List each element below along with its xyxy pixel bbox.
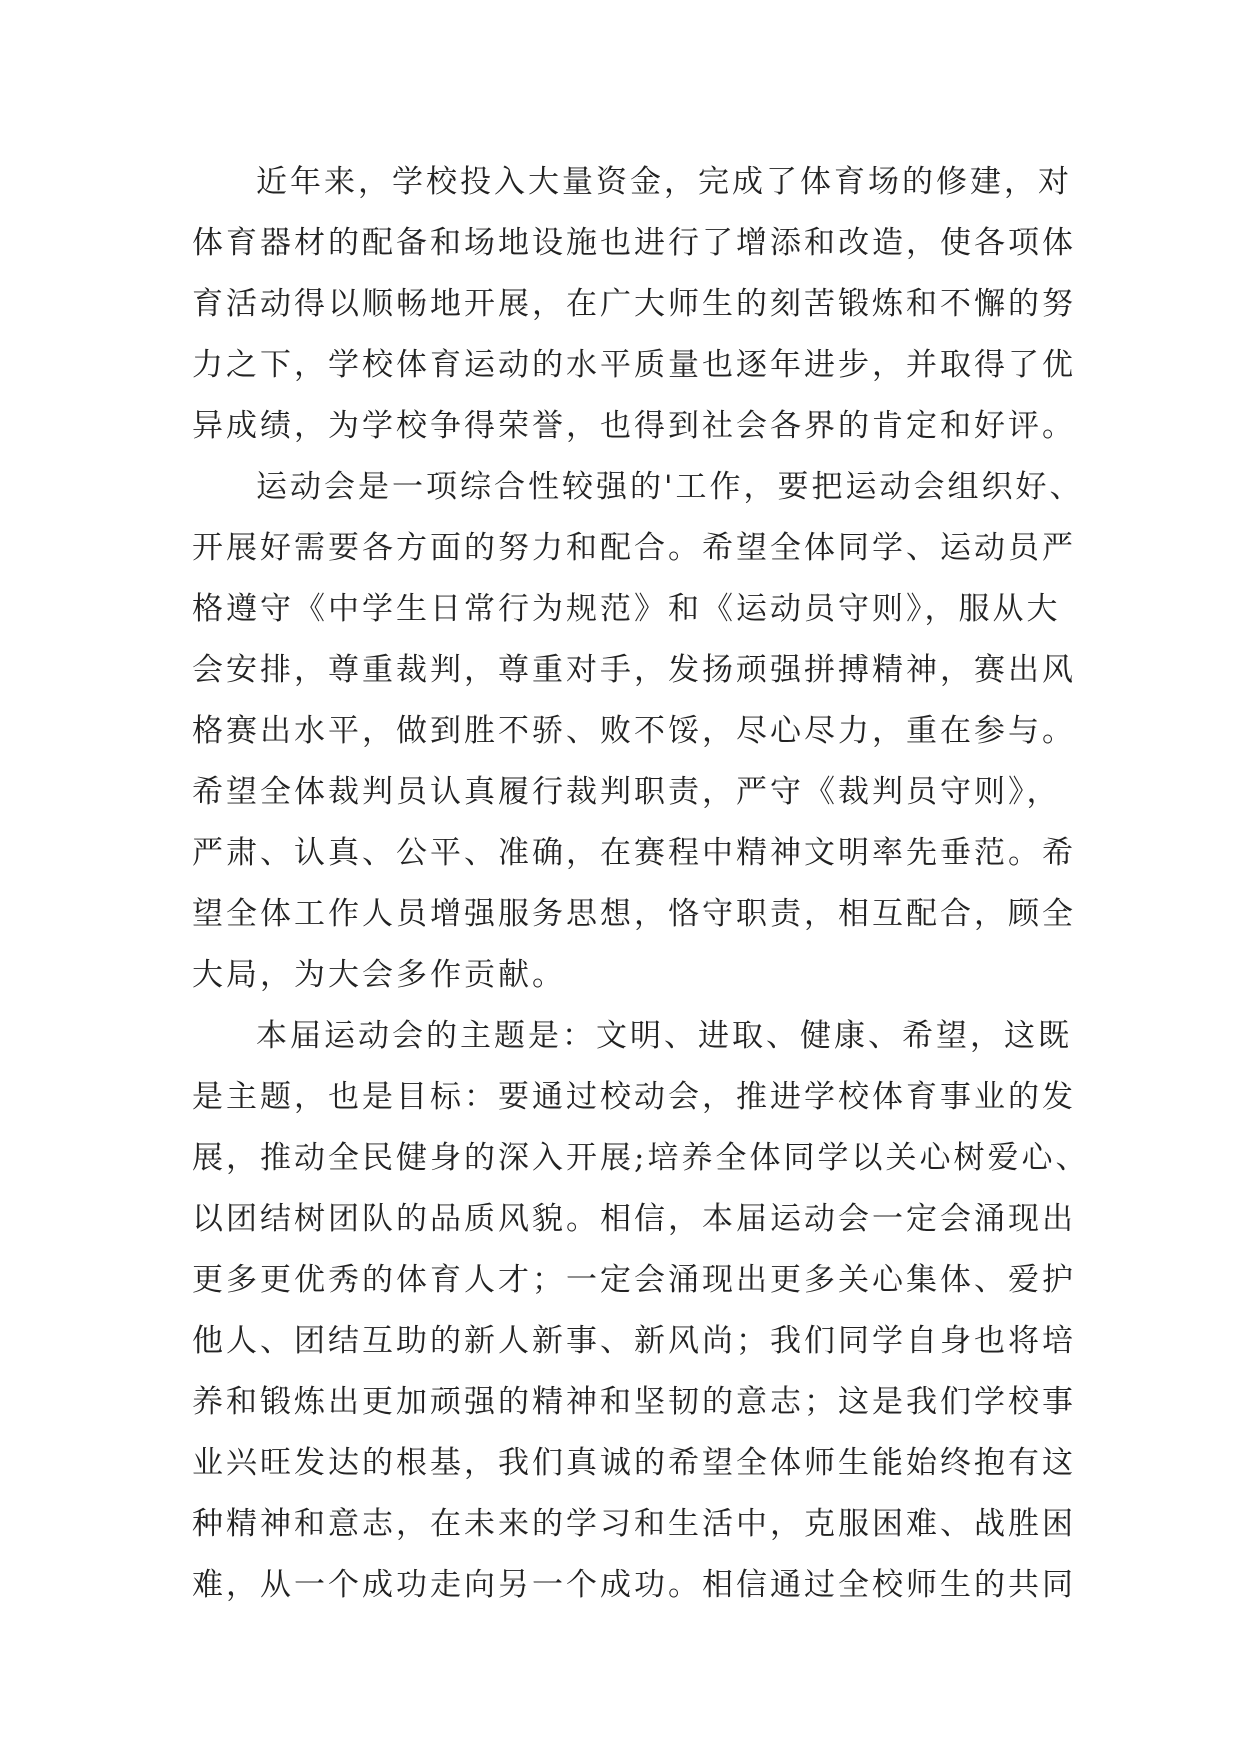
paragraph-2-line-9: 大局，为大会多作贡献。 xyxy=(192,957,566,993)
paragraph-2-line-6: 希望全体裁判员认真履行裁判职责，严守《裁判员守则》， xyxy=(192,774,1061,810)
paragraph-2-line-8: 望全体工作人员增强服务思想，恪守职责，相互配合，顾全 xyxy=(192,896,1076,932)
paragraph-3-line-7: 养和锻炼出更加顽强的精神和坚韧的意志；这是我们学校事 xyxy=(192,1384,1076,1420)
body-text xyxy=(192,152,1090,1616)
paragraph-1-line-1: 近年来，学校投入大量资金，完成了体育场的修建，对 xyxy=(256,164,1072,200)
paragraph-2-line-1: 运动会是一项综合性较强的'工作，要把运动会组织好、 xyxy=(256,469,1084,505)
paragraph-2-line-4: 会安排，尊重裁判，尊重对手，发扬顽强拼搏精神，赛出风 xyxy=(192,652,1076,688)
paragraph-2-line-3: 格遵守《中学生日常行为规范》和《运动员守则》，服从大 xyxy=(192,591,1061,627)
paragraph-2-line-2: 开展好需要各方面的努力和配合。希望全体同学、运动员严 xyxy=(192,530,1076,566)
paragraph-3-line-3: 展，推动全民健身的深入开展;培养全体同学以关心树爱心、 xyxy=(192,1140,1090,1176)
paragraph-3-line-10: 难，从一个成功走向另一个成功。相信通过全校师生的共同 xyxy=(192,1567,1076,1603)
paragraph-3-line-4: 以团结树团队的品质风貌。相信，本届运动会一定会涌现出 xyxy=(192,1201,1076,1237)
paragraph-3-line-1: 本届运动会的主题是：文明、进取、健康、希望，这既 xyxy=(256,1018,1072,1054)
paragraph-1-line-2: 体育器材的配备和场地设施也进行了增添和改造，使各项体 xyxy=(192,225,1076,261)
paragraph-3-line-2: 是主题，也是目标：要通过校动会，推进学校体育事业的发 xyxy=(192,1079,1076,1115)
paragraph-1-line-5: 异成绩，为学校争得荣誉，也得到社会各界的肯定和好评。 xyxy=(192,408,1076,444)
paragraph-1-line-3: 育活动得以顺畅地开展，在广大师生的刻苦锻炼和不懈的努 xyxy=(192,286,1076,322)
paragraph-2-line-5: 格赛出水平，做到胜不骄、败不馁，尽心尽力，重在参与。 xyxy=(192,713,1076,749)
paragraph-1-line-4: 力之下，学校体育运动的水平质量也逐年进步，并取得了优 xyxy=(192,347,1076,383)
paragraph-2-line-7: 严肃、认真、公平、准确，在赛程中精神文明率先垂范。希 xyxy=(192,835,1076,871)
paragraph-3-line-5: 更多更优秀的体育人才；一定会涌现出更多关心集体、爱护 xyxy=(192,1262,1076,1298)
paragraph-3-line-8: 业兴旺发达的根基，我们真诚的希望全体师生能始终抱有这 xyxy=(192,1445,1076,1481)
paragraph-3-line-6: 他人、团结互助的新人新事、新风尚；我们同学自身也将培 xyxy=(192,1323,1076,1359)
paragraph-3-line-9: 种精神和意志，在未来的学习和生活中，克服困难、战胜困 xyxy=(192,1506,1076,1542)
